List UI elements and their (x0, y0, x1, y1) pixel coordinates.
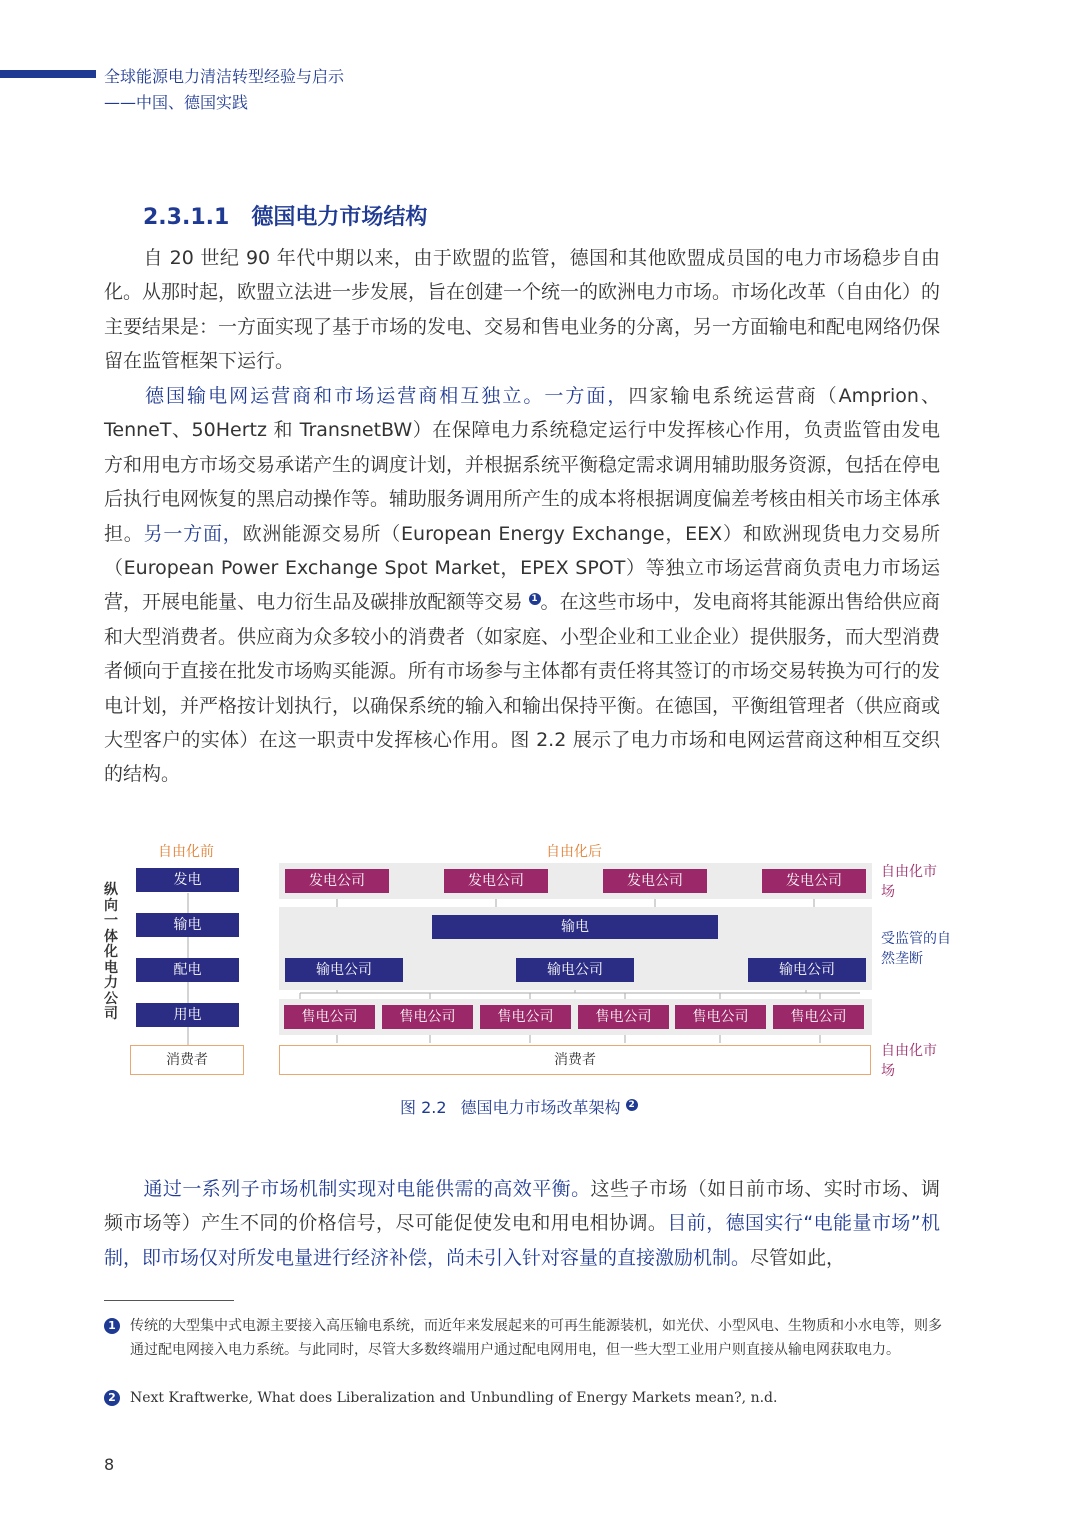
section-heading: 德国电力市场结构 (251, 205, 428, 230)
before-transmission: 输电 (136, 913, 239, 937)
after-consumer: 消费者 (279, 1045, 871, 1075)
footnote-2-badge: 2 (104, 1390, 120, 1406)
footnote-divider (104, 1300, 234, 1301)
footnote-2 (104, 1386, 944, 1410)
caption-text: 德国电力市场改革架构 (460, 1098, 621, 1117)
tso-company: 输电公司 (516, 958, 634, 982)
paragraph-3-text-2: 尽管如此， (750, 1246, 846, 1269)
paragraph-3-text-1: 这些子市场（如日前市场、实时市场、调频市场等）产生不同的价格信号，尽可能促使发电和用电相协调。 (104, 1178, 940, 1235)
figure-market-structure (100, 835, 980, 1085)
paragraph-1 (104, 241, 940, 379)
tso-company: 输电公司 (748, 958, 866, 982)
footnote-ref-2[interactable]: 2 (626, 1099, 638, 1111)
footnote-2-text: Next Kraftwerke, What does Liberalization and Unbundling of Energy Markets mean?, n.d. (130, 1390, 778, 1406)
footnote-ref-1[interactable]: 1 (529, 593, 541, 605)
retail-company: 售电公司 (578, 1005, 669, 1029)
caption-number: 图 2.2 (400, 1098, 447, 1117)
paragraph-1-text: 自 20 世纪 90 年代中期以来，由于欧盟的监管，德国和其他欧盟成员国的电力市场稳步自由化。从那时起，欧盟立法进一步发展，旨在创建一个统一的欧洲电力市场。市场化改革（自由化）的主要结果是：一方面实现了基于市场的发电、交易和售电业务的分离，另一方面输电和配电网络仍保留在监管框架下运行。 (104, 247, 941, 373)
figure-caption (400, 1095, 638, 1118)
gen-company: 发电公司 (285, 869, 389, 893)
paragraph-2-text-1: 四家输电系统运营商（Amprion、TenneT、50Hertz 和 TransnetBW）在保障电力系统稳定运行中发挥核心作用，负责监管由发电方和用电方市场交易承诺产生的调度计划，并根据系统平衡稳定需求调用辅助服务资源，包括在停电后执行电网恢复的黑启动操作等。辅助服务调用所产生的成本将根据调度偏差考核由相关市场主体承担。 (104, 385, 941, 545)
paragraph-2-highlight-2: 另一方面， (143, 522, 243, 545)
retail-company: 售电公司 (284, 1005, 375, 1029)
transmission-grid: 输电 (432, 915, 718, 939)
paragraph-3-highlight-1: 通过一系列子市场机制实现对电能供需的高效平衡。 (143, 1178, 591, 1200)
label-after: 自由化后 (546, 844, 602, 860)
gen-company: 发电公司 (762, 869, 866, 893)
before-consumer: 消费者 (130, 1045, 244, 1075)
section-title (143, 200, 427, 231)
side-label-regulated: 受监管的自然垄断 (881, 931, 951, 967)
retail-company: 售电公司 (773, 1005, 864, 1029)
paragraph-3-highlight-2: 目前，德国实行“电能量市场”机制，即市场仅对所发电量进行经济补偿，尚未引入针对容量的直接激励机制。 (104, 1212, 940, 1269)
header-title: 全球能源电力清洁转型经验与启示 (104, 67, 345, 86)
tso-company: 输电公司 (285, 958, 403, 982)
retail-company: 售电公司 (480, 1005, 571, 1029)
footnote-1 (104, 1314, 944, 1362)
footnote-1-text: 传统的大型集中式电源主要接入高压输电系统，而近年来发展起来的可再生能源装机，如光伏、小型风电、生物质和小水电等，则多通过配电网接入电力系统。与此同时，尽管大多数终端用户通过配电网用电，但一些大型工业用户则直接从输电网获取电力。 (130, 1318, 942, 1358)
paragraph-2-highlight-1: 德国输电网运营商和市场运营商相互独立。一方面， (143, 385, 629, 407)
side-label-market-bottom: 自由化市场 (881, 1043, 937, 1079)
label-before: 自由化前 (158, 844, 214, 860)
paragraph-3 (104, 1172, 940, 1275)
page-number: 8 (104, 1455, 115, 1474)
section-number: 2.3.1.1 (143, 205, 230, 230)
gen-company: 发电公司 (603, 869, 707, 893)
header-accent-bar (0, 70, 96, 78)
retail-company: 售电公司 (382, 1005, 473, 1029)
before-distribution: 配电 (136, 958, 239, 982)
paragraph-2-text-3: 。在这些市场中，发电商将其能源出售给供应商和大型消费者。供应商为众多较小的消费者（如家庭、小型企业和工业企业）提供服务，而大型消费者倾向于直接在批发市场购买能源。所有市场参与主体都有责任将其签订的市场交易转换为可行的发电计划，并严格按计划执行，以确保系统的输入和输出保持平衡。在德国，平衡组管理者（供应商或大型客户的实体）在这一职责中发挥核心作用。图 2.2 展示了电力市场和电网运营商这种相互交织的结构。 (104, 591, 941, 786)
gen-company: 发电公司 (444, 869, 548, 893)
retail-company: 售电公司 (675, 1005, 766, 1029)
side-label-market-top: 自由化市场 (881, 864, 937, 900)
before-generation: 发电 (136, 868, 239, 892)
header-subtitle: ——中国、德国实践 (104, 93, 249, 112)
paragraph-2-text-2: 欧洲能源交易所（European Energy Exchange，EEX）和欧洲现货电力交易所（European Power Exchange Spot Market，EPEX SPOT）等独立市场运营商负责电力市场运营，开展电能量、电力衍生品及碳排放配额等交易 (104, 522, 940, 614)
footnote-1-badge: 1 (104, 1318, 120, 1334)
paragraph-2 (104, 379, 940, 792)
before-consumption: 用电 (136, 1003, 239, 1027)
label-vertical-integration: 纵向一体化电力公司 (104, 882, 118, 1022)
